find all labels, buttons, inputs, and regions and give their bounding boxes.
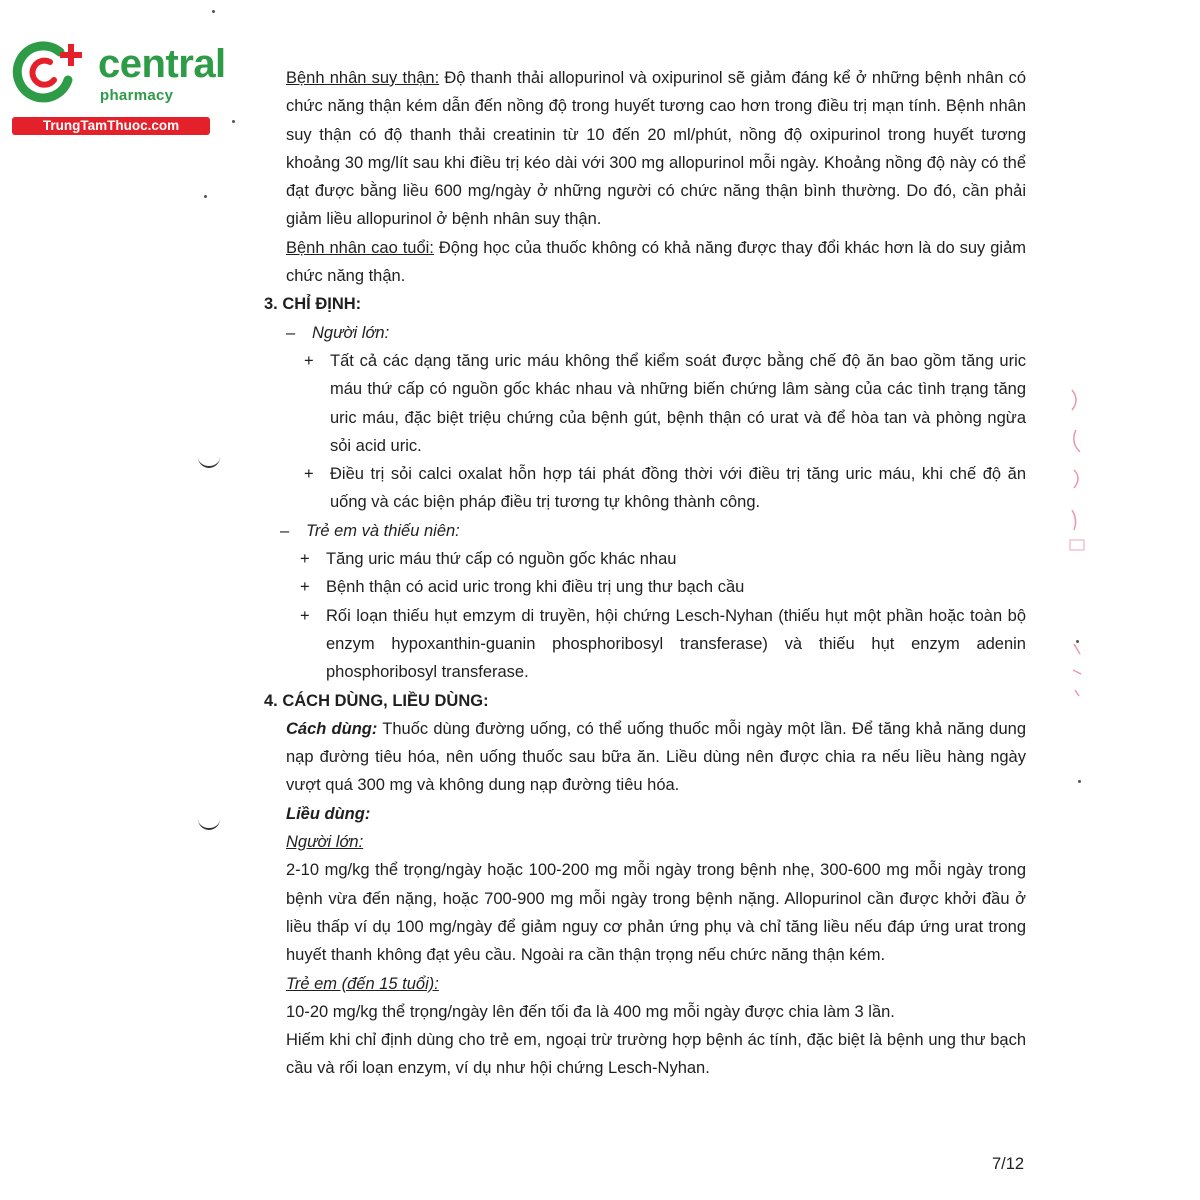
plus-marker: + bbox=[300, 550, 310, 569]
dash-marker: – bbox=[286, 323, 296, 342]
section-4-heading: 4. CÁCH DÙNG, LIỀU DÙNG: bbox=[264, 691, 489, 710]
child-dose-text-2: Hiếm khi chỉ định dùng cho trẻ em, ngoại trừ trường hợp bệnh ác tính, đặc biệt là bệnh ung thư bạch cầu và rối loạn enzym, ví dụ như hội chứng Lesch-Nyhan. bbox=[286, 1031, 1026, 1078]
list-item bbox=[300, 573, 1026, 601]
stamp-edge-icon bbox=[1070, 640, 1084, 700]
logo-subtitle: pharmacy bbox=[100, 87, 174, 104]
plus-marker: + bbox=[300, 606, 310, 625]
plus-marker: + bbox=[304, 351, 314, 370]
usage-label: Cách dùng: bbox=[286, 719, 378, 738]
plus-marker: + bbox=[304, 465, 314, 484]
elderly-paragraph bbox=[260, 234, 1026, 291]
scan-speck bbox=[1078, 780, 1081, 783]
logo-brand: central bbox=[98, 42, 226, 86]
dosage-label: Liều dùng: bbox=[286, 804, 371, 823]
dash-marker: – bbox=[280, 521, 290, 540]
stamp-edge-icon bbox=[1066, 380, 1088, 560]
logo-mark-icon bbox=[10, 36, 94, 106]
usage-text: Thuốc dùng đường uống, có thể uống thuốc mỗi ngày một lần. Để tăng khả năng dung nạp đường tiêu hóa, nên uống thuốc sau bữa ăn. Liều dùng nên được chia ra nếu liều hàng ngày vượt quá 300 mg và không dung nạp đường tiêu hóa. bbox=[286, 719, 1026, 795]
children-label: Trẻ em và thiếu niên: bbox=[306, 521, 460, 540]
children-heading bbox=[260, 517, 1026, 545]
list-item-text: Điều trị sỏi calci oxalat hỗn hợp tái phát đồng thời với điều trị tăng uric máu, khi chế độ ăn uống và các biện pháp điều trị tương tự không thành công. bbox=[330, 465, 1026, 512]
renal-text: Độ thanh thải allopurinol và oxipurinol sẽ giảm đáng kể ở những bệnh nhân có chức năng thận kém dẫn đến nồng độ trong huyết tương cao hơn trong điều trị mạn tính. Bệnh nhân suy thận có độ thanh thải creatinin từ 10 đến 20 ml/phút, nồng độ oxipurinol trong huyết tương khoảng 30 mg/lít sau khi điều trị kéo dài với 300 mg allopurinol mỗi ngày. Khoảng nồng độ này có thể đạt được bằng liều 600 mg/ngày ở những người có chức năng thận bình thường. Do đó, cần phải giảm liều allopurinol ở bệnh nhân suy thận. bbox=[286, 69, 1026, 229]
document-body bbox=[260, 64, 1026, 1083]
scan-speck bbox=[212, 10, 215, 13]
adult-dose-label: Người lớn: bbox=[286, 833, 364, 852]
list-item bbox=[300, 545, 1026, 573]
elderly-text: Động học của thuốc không có khả năng được thay đổi khác hơn là do suy giảm chức năng thận. bbox=[286, 238, 1026, 286]
renal-paragraph bbox=[260, 64, 1026, 234]
list-item bbox=[304, 460, 1026, 517]
usage-paragraph bbox=[260, 715, 1026, 800]
child-dose-label: Trẻ em (đến 15 tuổi): bbox=[286, 974, 439, 993]
punch-hole-mark bbox=[198, 456, 220, 468]
section-3-heading: 3. CHỈ ĐỊNH: bbox=[264, 295, 362, 314]
adult-dose-text: 2-10 mg/kg thể trọng/ngày hoặc 100-200 mg mỗi ngày trong bệnh nhẹ, 300-600 mg mỗi ngày trong bệnh vừa đến nặng, hoặc 700-900 mg mỗi ngày trong bệnh nặng. Allopurinol cần được khởi đầu ở liều thấp ví dụ 100 mg/ngày để giảm nguy cơ phản ứng phụ và chỉ tăng liều nếu đáp ứng urat trong huyết thanh không đạt yêu cầu. Ngoài ra cần thận trọng nếu chức năng thận kém. bbox=[286, 861, 1026, 965]
list-item-text: Tăng uric máu thứ cấp có nguồn gốc khác nhau bbox=[326, 550, 677, 569]
elderly-label: Bệnh nhân cao tuổi: bbox=[286, 238, 434, 257]
child-dose-text-1: 10-20 mg/kg thể trọng/ngày lên đến tối đa là 400 mg mỗi ngày được chia làm 3 lần. bbox=[286, 1002, 895, 1021]
punch-hole-mark bbox=[198, 818, 220, 830]
central-pharmacy-logo bbox=[10, 36, 226, 136]
logo-url-banner: TrungTamThuoc.com bbox=[12, 117, 210, 135]
adults-heading bbox=[260, 319, 1026, 347]
list-item-text: Tất cả các dạng tăng uric máu không thể kiểm soát được bằng chế độ ăn bao gồm tăng uric máu thứ cấp có nguồn gốc khác nhau và những biến chứng lâm sàng của các tình trạng tăng uric máu, đặc biệt triệu chứng của bệnh gút, bệnh thận có urat và để hòa tan và phòng ngừa sỏi acid uric. bbox=[330, 351, 1026, 455]
list-item bbox=[304, 347, 1026, 460]
page-number: 7/12 bbox=[992, 1155, 1025, 1173]
renal-label: Bệnh nhân suy thận: bbox=[286, 69, 440, 87]
scan-speck bbox=[232, 120, 235, 123]
scan-speck bbox=[204, 195, 207, 198]
plus-marker: + bbox=[300, 578, 310, 597]
list-item-text: Rối loạn thiếu hụt emzym di truyền, hội chứng Lesch-Nyhan (thiếu hụt một phần hoặc toàn bộ enzym hypoxanthin-guanin phosphoribosyl transferase) và thiếu hụt enzym adenin phosphoribosyl transferase. bbox=[326, 606, 1026, 682]
list-item-text: Bệnh thận có acid uric trong khi điều trị ung thư bạch cầu bbox=[326, 578, 745, 597]
adults-label: Người lớn: bbox=[312, 323, 390, 342]
list-item bbox=[300, 602, 1026, 687]
